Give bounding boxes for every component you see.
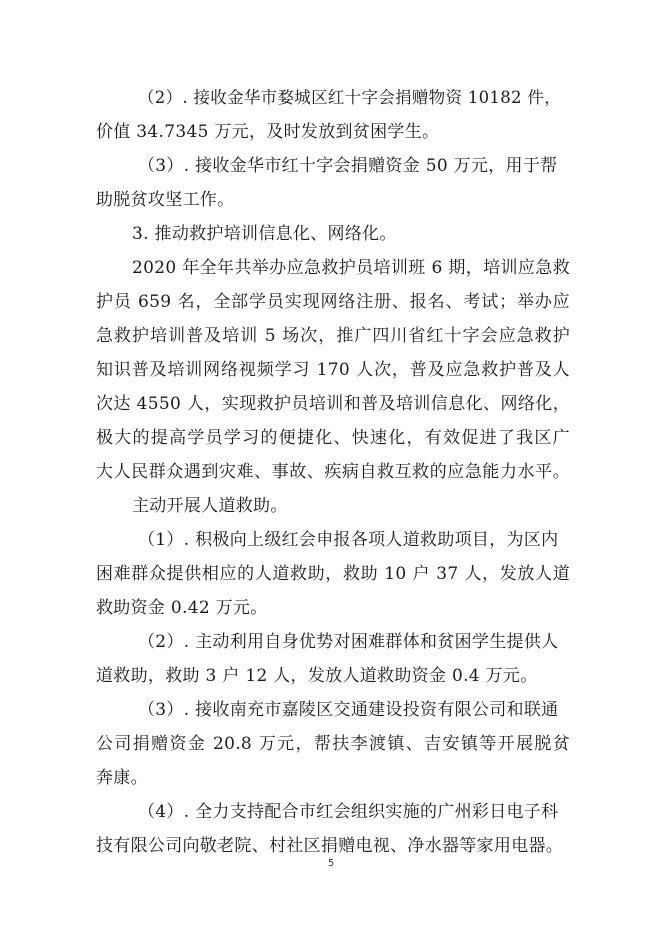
paragraph-line: 技有限公司向敬老院、村社区捐赠电视、净水器等家用电器。 [96,836,564,856]
paragraph-line: 极大的提高学员学习的便捷化、快速化，有效促进了我区广 [96,428,570,448]
paragraph-line: 大人民群众遇到灾难、事故、疾病自救互救的应急能力水平。 [96,462,570,482]
paragraph-line: （2）. 接收金华市婺城区红十字会捐赠物资 10182 件， [138,88,561,107]
paragraph-line: 护员 659 名，全部学员实现网络注册、报名、考试；举办应 [96,292,570,312]
paragraph-line: 公司捐赠资金 20.8 万元，帮扶李渡镇、吉安镇等开展脱贫 [96,734,570,754]
paragraph-line: （4）. 全力支持配合市红会组织实施的广州彩日电子科 [138,802,559,822]
paragraph-line: （2）. 主动利用自身优势对困难群体和贫困学生提供人 [138,632,559,652]
paragraph-line: 奔康。 [96,768,148,788]
page-number: 5 [327,858,335,869]
paragraph-line: （3）. 接收南充市嘉陵区交通建设投资有限公司和联通 [138,700,559,720]
paragraph-line: 急救护培训普及培训 5 场次，推广四川省红十字会应急救护 [96,326,570,346]
paragraph-line: 2020 年全年共举办应急救护员培训班 6 期，培训应急救 [132,258,570,278]
paragraph-line: 价值 34.7345 万元，及时发放到贫困学生。 [96,122,440,142]
paragraph-line: 救助资金 0.42 万元。 [96,598,268,618]
paragraph-line: 助脱贫攻坚工作。 [96,190,235,210]
paragraph-line: 道救助，救助 3 户 12 人，发放人道救助资金 0.4 万元。 [96,666,538,686]
paragraph-line: （1）. 积极向上级红会申报各项人道救助项目，为区内 [138,530,559,550]
paragraph-line: （3）. 接收金华市红十字会捐赠资金 50 万元，用于帮 [138,156,558,176]
section-heading: 主动开展人道救助。 [132,496,288,516]
paragraph-line: 困难群众提供相应的人道救助，救助 10 户 37 人，发放人道 [96,564,570,584]
paragraph-line: 知识普及培训网络视频学习 170 人次，普及应急救护普及人 [96,360,570,380]
paragraph-line: 次达 4550 人，实现救护员培训和普及培训信息化、网络化， [96,394,570,414]
section-heading: 3. 推动救护培训信息化、网络化。 [132,224,397,244]
